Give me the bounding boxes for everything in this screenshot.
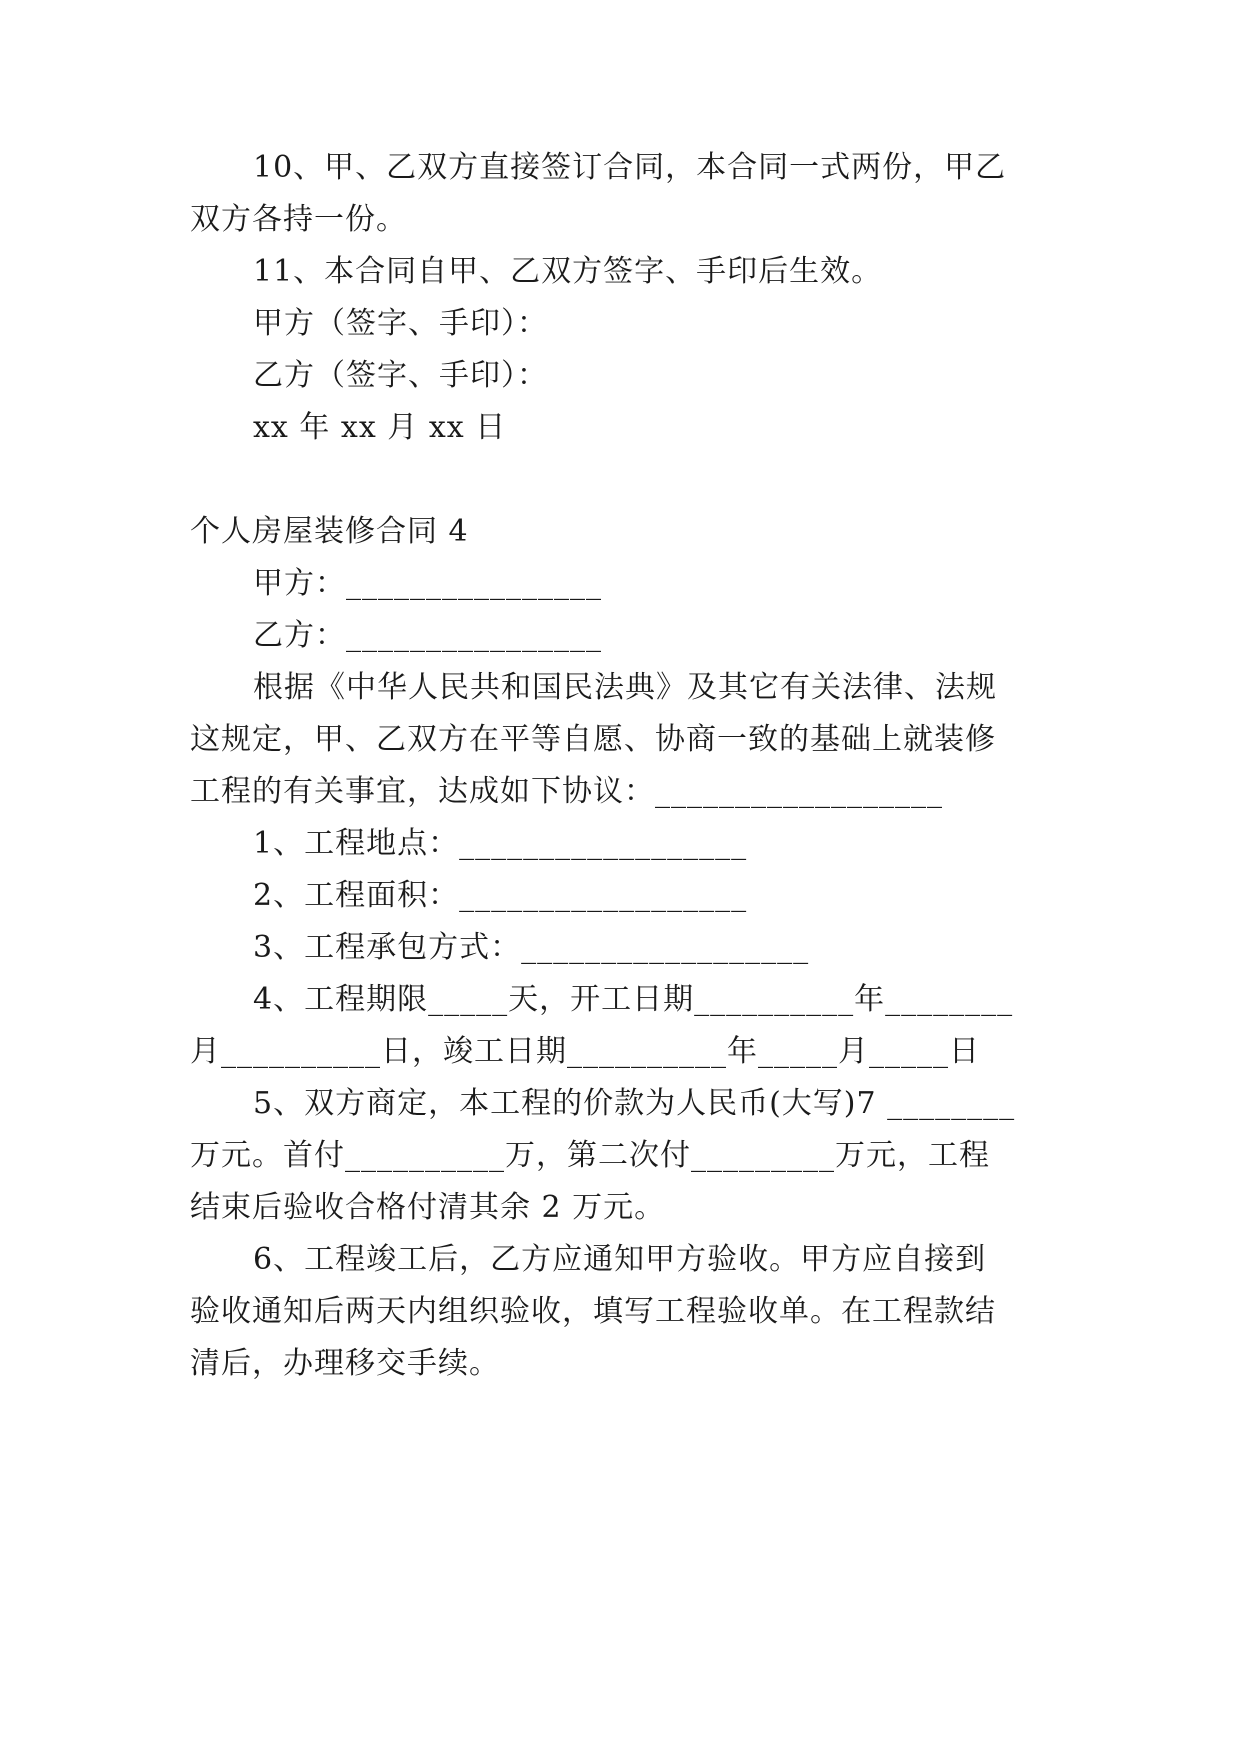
clause-10-line-2: 双方各持一份。 [190, 202, 407, 237]
signature-date: xx 年 xx 月 xx 日 [253, 410, 507, 445]
clause-6-line-2: 验收通知后两天内组织验收，填写工程验收单。在工程款结 [190, 1294, 996, 1329]
clause-1-location: 1、工程地点：__________________ [253, 826, 748, 861]
preamble-line-1: 根据《中华人民共和国民法典》及其它有关法律、法规 [253, 670, 997, 705]
contract-title: 个人房屋装修合同 4 [190, 514, 469, 549]
preamble-line-3: 工程的有关事宜，达成如下协议：__________________ [190, 774, 943, 809]
party-a-field: 甲方：________________ [253, 566, 602, 601]
clause-2-area: 2、工程面积：__________________ [253, 878, 748, 913]
clause-11: 11、本合同自甲、乙双方签字、手印后生效。 [253, 254, 883, 289]
clause-10-line-1: 10、甲、乙双方直接签订合同，本合同一式两份，甲乙 [253, 150, 1007, 185]
clause-4-line-2: 月__________日，竣工日期__________年_____月_____日 [190, 1034, 980, 1069]
party-b-signature: 乙方（签字、手印）： [253, 358, 548, 393]
clause-5-line-2: 万元。首付__________万，第二次付_________万元，工程 [190, 1138, 990, 1173]
clause-3-contract-method: 3、工程承包方式：__________________ [253, 930, 810, 965]
preamble-line-2: 这规定，甲、乙双方在平等自愿、协商一致的基础上就装修 [190, 722, 996, 757]
clause-6-line-1: 6、工程竣工后，乙方应通知甲方验收。甲方应自接到 [253, 1242, 987, 1277]
party-a-signature: 甲方（签字、手印）： [253, 306, 548, 341]
party-b-field: 乙方：________________ [253, 618, 602, 653]
clause-5-line-1: 5、双方商定，本工程的价款为人民币(大写)7 ________ [253, 1086, 1016, 1121]
clause-6-line-3: 清后，办理移交手续。 [190, 1346, 500, 1381]
clause-5-line-3: 结束后验收合格付清其余 2 万元。 [190, 1190, 666, 1225]
clause-4-line-1: 4、工程期限_____天，开工日期__________年________ [253, 982, 1014, 1017]
